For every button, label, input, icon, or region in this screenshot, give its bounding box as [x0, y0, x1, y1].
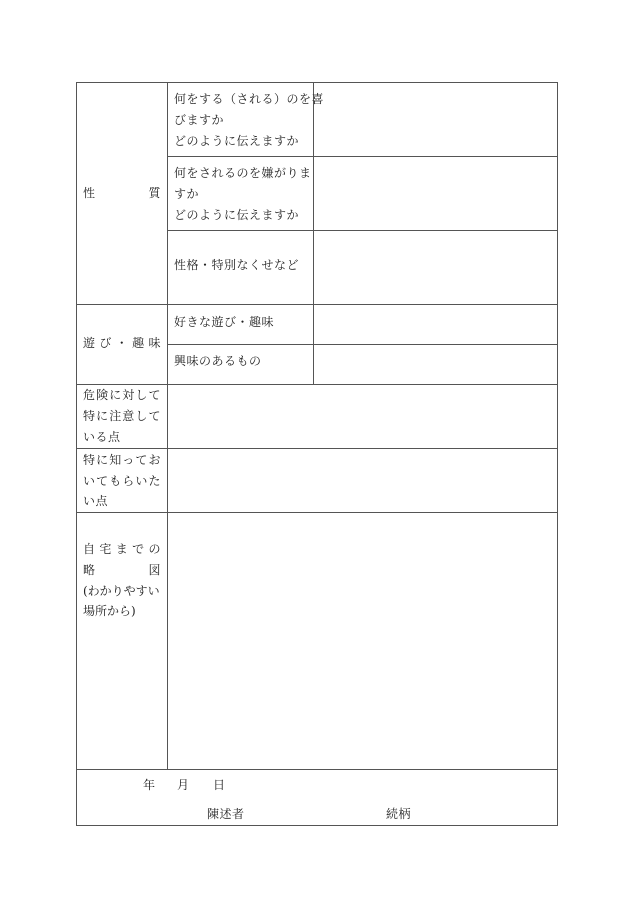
asobi-char: 遊	[83, 336, 96, 350]
declarant-label: 陳述者	[207, 807, 245, 821]
danger-label-line3: いる点	[83, 430, 121, 444]
notes-char: い	[135, 474, 148, 488]
map-label-line1	[83, 539, 161, 560]
notes-char: 知	[109, 453, 122, 467]
question-dislikes: 何をされるのを嫌がりま すか どのように伝えますか	[174, 166, 312, 222]
map-char: の	[148, 542, 161, 556]
danger-char: に	[96, 409, 109, 423]
danger-char: 意	[122, 409, 135, 423]
question-interest: 興味のあるもの	[174, 354, 262, 368]
notes-char: っ	[122, 453, 135, 467]
notes-char: て	[135, 453, 148, 467]
notes-char: ら	[122, 474, 135, 488]
notes-char: た	[148, 474, 161, 488]
map-label-line3: (わかりやすい	[83, 584, 160, 598]
notes-label-line3: い点	[83, 494, 109, 508]
answer-notes-field[interactable]	[169, 450, 556, 511]
map-char: 自	[83, 542, 96, 556]
date-day-label: 日	[213, 778, 226, 792]
answer-interest-field[interactable]	[315, 346, 556, 383]
row-divider-map-footer	[77, 769, 557, 770]
notes-char: て	[96, 474, 109, 488]
asobi-char: ・	[115, 336, 129, 350]
label-column-divider	[167, 83, 168, 769]
danger-label-line1	[83, 385, 161, 406]
map-char: 宅	[99, 542, 112, 556]
answer-traits-field[interactable]	[315, 232, 556, 303]
row-divider-danger-notes	[77, 448, 557, 449]
map-char: ま	[115, 542, 129, 556]
answer-danger-field[interactable]	[169, 386, 556, 447]
danger-char: し	[135, 409, 148, 423]
danger-char: て	[148, 388, 161, 402]
answer-likes-field[interactable]	[315, 84, 556, 155]
sub-divider-play	[168, 344, 557, 345]
danger-char: 危	[83, 388, 96, 402]
danger-char: て	[148, 409, 161, 423]
relation-label: 続柄	[386, 807, 412, 821]
seikaku-label-right: 質	[148, 186, 161, 200]
notes-char: い	[83, 474, 96, 488]
danger-char: 注	[109, 409, 122, 423]
map-drawing-area[interactable]	[169, 514, 556, 768]
danger-char: 特	[83, 409, 96, 423]
question-traits: 性格・特別なくせなど	[174, 258, 300, 272]
map-label-line2	[83, 560, 161, 581]
map-char: 略	[83, 563, 96, 577]
answer-play-field[interactable]	[315, 306, 556, 343]
map-char: で	[132, 542, 145, 556]
sub-divider-likes	[168, 156, 557, 157]
row-divider-notes-map	[77, 512, 557, 513]
danger-char: に	[109, 388, 122, 402]
asobi-char: 趣	[132, 336, 145, 350]
sub-divider-dislikes	[168, 230, 557, 231]
map-label-line4: 場所から)	[83, 604, 136, 618]
map-char: 図	[148, 563, 161, 577]
danger-char: 対	[122, 388, 135, 402]
danger-label-line2	[83, 406, 161, 427]
date-month-label: 月	[177, 778, 190, 792]
notes-char: に	[96, 453, 109, 467]
notes-char: も	[109, 474, 122, 488]
answer-dislikes-field[interactable]	[315, 158, 556, 229]
notes-char: 特	[83, 453, 96, 467]
danger-char: 険	[96, 388, 109, 402]
seikaku-label-left: 性	[83, 186, 96, 200]
asobi-char: 味	[148, 336, 161, 350]
question-play: 好きな遊び・趣味	[174, 315, 275, 329]
row-divider-seikaku-asobi	[77, 304, 557, 305]
seikaku-label	[83, 183, 161, 204]
notes-char: お	[148, 453, 161, 467]
question-likes: 何をする（される）のを喜 びますか どのように伝えますか	[174, 92, 325, 148]
date-year-label: 年	[143, 778, 156, 792]
danger-char: し	[135, 388, 148, 402]
asobi-label	[83, 333, 161, 354]
notes-label-line2	[83, 471, 161, 492]
asobi-char: び	[99, 336, 112, 350]
notes-label-line1	[83, 450, 161, 471]
profile-form-table	[76, 82, 558, 826]
